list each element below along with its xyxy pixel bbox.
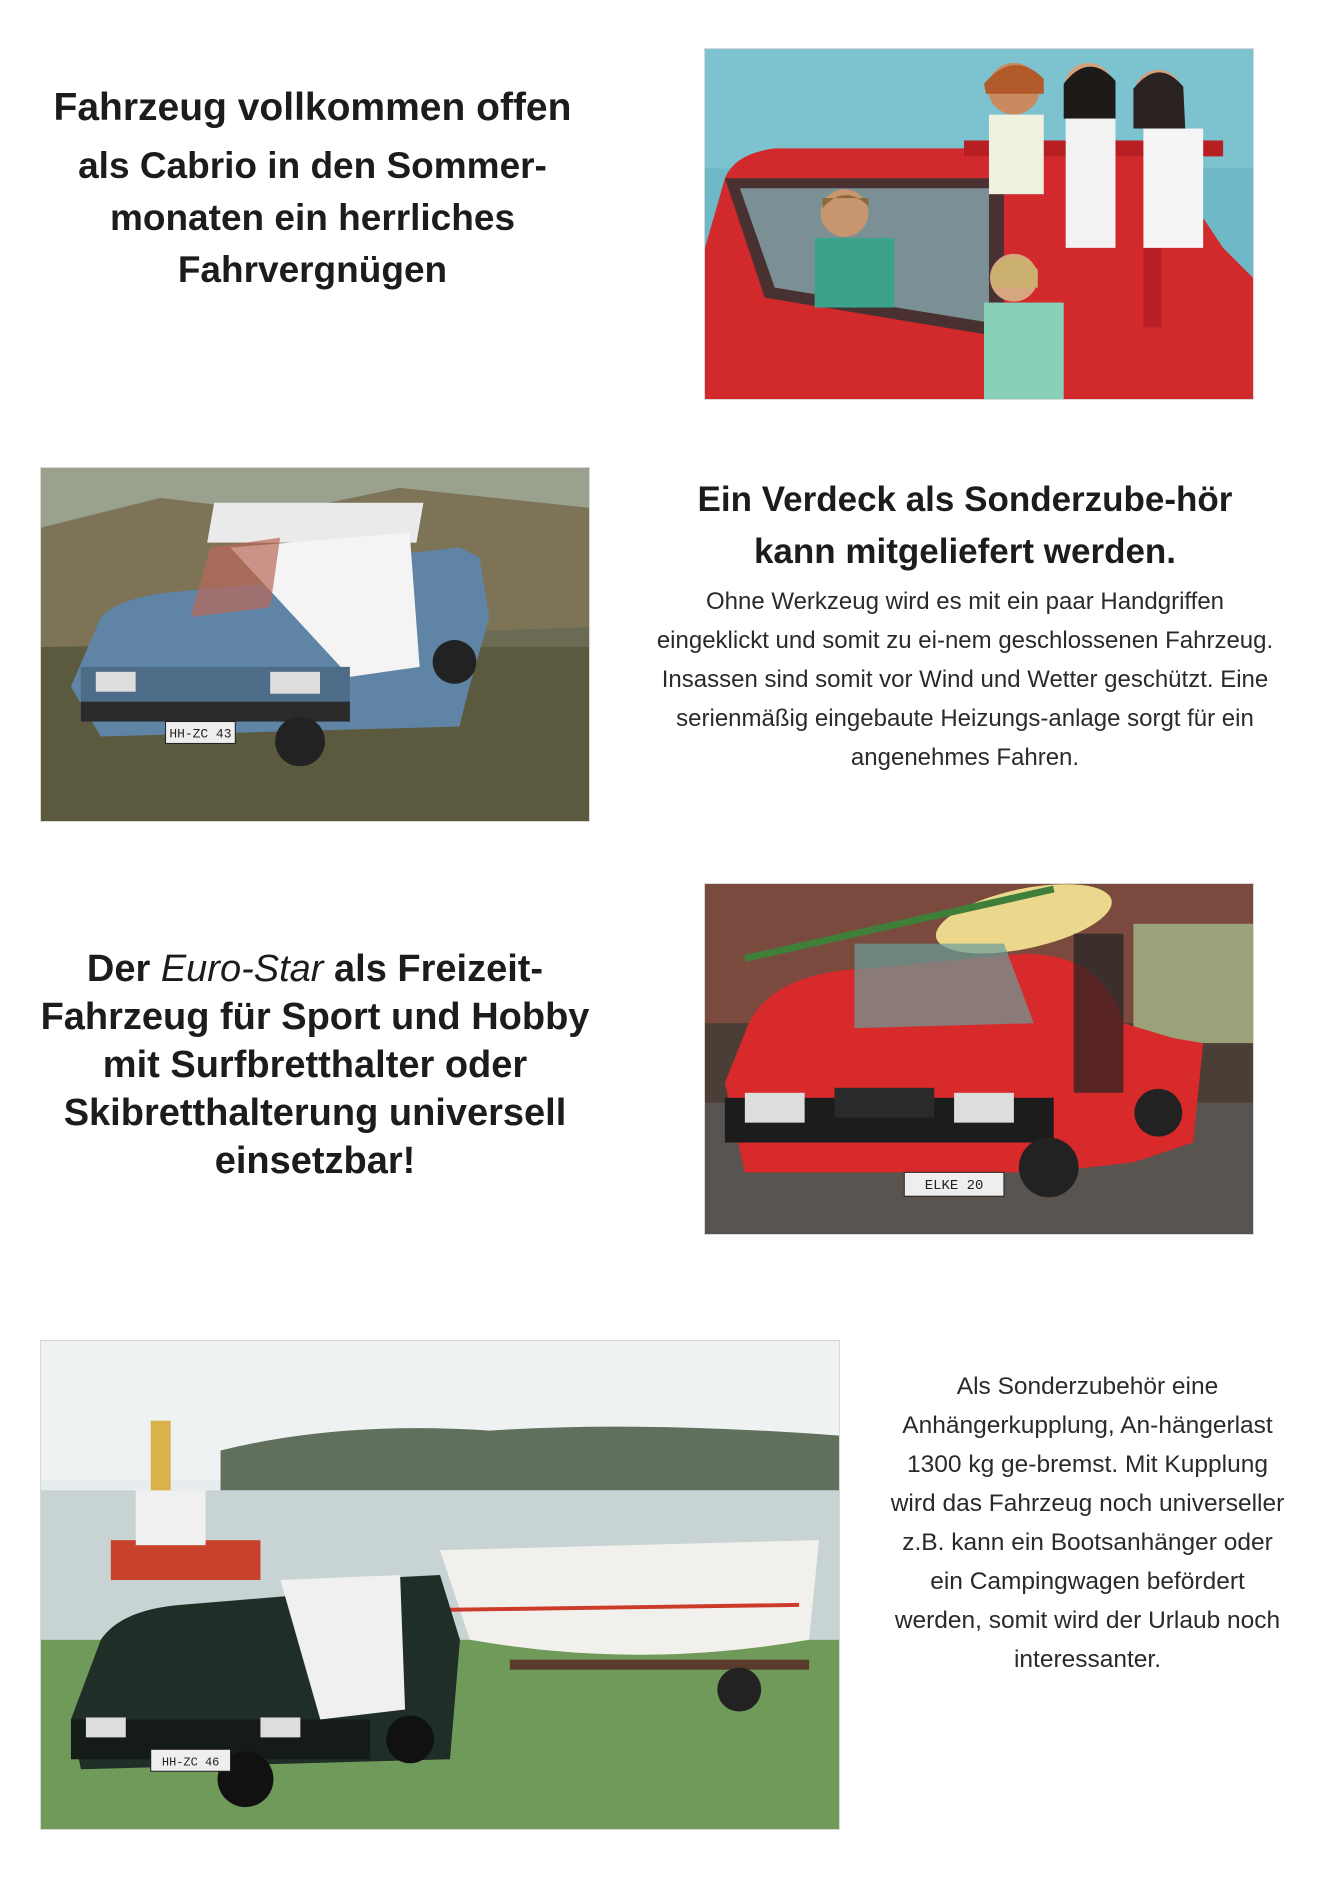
photo-black-car-with-boat-trailer [40, 1340, 840, 1830]
blue-car-plate: HH-ZC 43 [169, 726, 232, 742]
section2-text [655, 474, 1275, 777]
section4-text [885, 1367, 1290, 1679]
section2-body: Ohne Werkzeug wird es mit ein paar Handgriffen eingeklickt und somit zu ei-nem geschlossenen Fahrzeug. Insassen sind somit vor Wind und Wetter geschützt. Eine serienmäßig eingebaute Heizungs-anlage sorgt für ein angenehmes Fahren. [656, 588, 1274, 771]
black-car-plate: HH-ZC 46 [161, 1755, 220, 1770]
section4-body: Als Sonderzubehör eine Anhängerkupplung, An-hängerlast 1300 kg ge-bremst. Mit Kupplung wird das Fahrzeug noch universeller z.B. kann ein Bootsanhänger oder ein Campingwagen befördert werden, somit wird der Urlaub noch interessanter. [890, 1373, 1285, 1673]
section1-text [40, 82, 585, 296]
photo-red-cabrio-with-passengers [704, 48, 1254, 400]
section2-heading: Ein Verdeck als Sonderzube-hör kann mitgeliefert werden. [697, 480, 1233, 571]
section3-heading-part1: Der [86, 948, 161, 990]
section3-heading [40, 945, 590, 1185]
red-car-plate: ELKE 20 [924, 1178, 984, 1195]
section1-subheading: als Cabrio in den Sommer-monaten ein herrliches Fahrvergnügen [78, 145, 547, 290]
photo-red-car-surfboard [704, 883, 1254, 1235]
section3-heading-model: Euro-Star [160, 948, 324, 990]
section3-heading-part2: als Freizeit-Fahrzeug für Sport und Hobby mit Surfbretthalter oder Skibretthalterung universell einsetzbar! [40, 948, 590, 1182]
section1-heading: Fahrzeug vollkommen offen [53, 86, 572, 129]
photo-blue-car-open [40, 467, 590, 822]
section3-text [40, 945, 590, 1185]
